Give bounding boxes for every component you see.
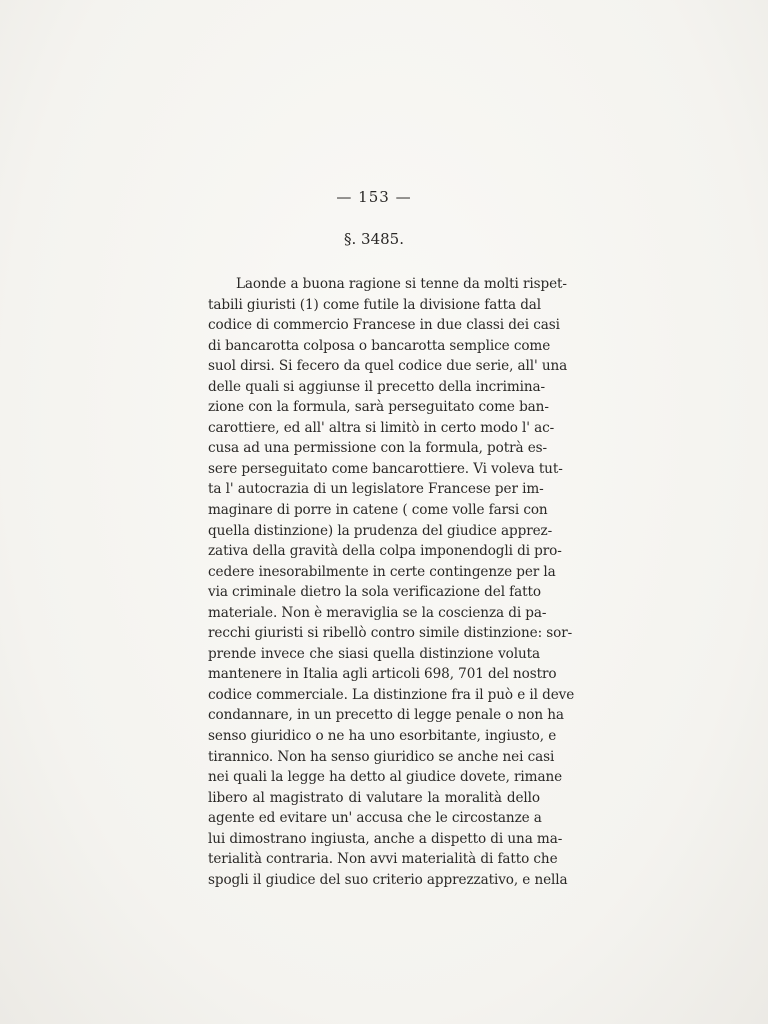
- text-line: zione con la formula, sarà perseguitato come ban-: [208, 399, 549, 416]
- text-line: libero al magistrato di valutare la moralità dello: [208, 789, 540, 806]
- text-line: via criminale dietro la sola verificazione del fatto: [208, 584, 541, 601]
- text-line: di bancarotta colposa o bancarotta semplice come: [208, 337, 551, 354]
- text-line: spogli il giudice del suo criterio apprezzativo, e nella: [208, 871, 568, 888]
- text-line: cusa ad una permissione con la formula, potrà es-: [208, 440, 548, 457]
- text-line: tabili giuristi (1) come futile la divisione fatta dal: [208, 296, 542, 313]
- text-block: [208, 186, 575, 890]
- text-line: maginare di porre in catene ( come volle farsi con: [208, 502, 548, 519]
- text-line: materiale. Non è meraviglia se la coscienza di pa-: [208, 604, 547, 621]
- text-line: senso giuridico o ne ha uno esorbitante, ingiusto, e: [208, 728, 557, 745]
- text-line: suol dirsi. Si fecero da quel codice due serie, all' una: [208, 358, 568, 375]
- text-line: condannare, in un precetto di legge penale o non ha: [208, 707, 564, 724]
- text-line: carottiere, ed all' altra si limitò in certo modo l' ac-: [208, 419, 555, 436]
- text-line: nei quali la legge ha detto al giudice dovete, rimane: [208, 769, 563, 786]
- text-line: cedere inesorabilmente in certe contingenze per la: [208, 563, 556, 580]
- text-line: ta l' autocrazia di un legislatore Francese per im-: [208, 481, 544, 498]
- text-line: codice commerciale. La distinzione fra il può e il deve: [208, 686, 575, 703]
- body-paragraph: [208, 274, 575, 890]
- text-line: lui dimostrano ingiusta, anche a dispetto di una ma-: [208, 830, 563, 847]
- text-line: codice di commercio Francese in due classi dei casi: [208, 317, 560, 334]
- text-line: Laonde a buona ragione si tenne da molti rispet-: [236, 276, 567, 292]
- text-line: mantenere in Italia agli articoli 698, 701 del nostro: [208, 666, 557, 683]
- text-line: zativa della gravità della colpa imponendogli di pro-: [208, 543, 562, 560]
- section-heading: §. 3485.: [344, 230, 404, 248]
- text-line: terialità contraria. Non avvi materialità di fatto che: [208, 851, 558, 868]
- text-line: tirannico. Non ha senso giuridico se anche nei casi: [208, 748, 555, 765]
- text-line: recchi giuristi si ribellò contro simile distinzione: sor-: [208, 625, 573, 642]
- page-number: — 153 —: [336, 188, 412, 206]
- text-line: agente ed evitare un' accusa che le circostanze a: [208, 810, 542, 827]
- text-line: delle quali si aggiunse il precetto della incrimina-: [208, 378, 546, 395]
- text-line: sere perseguitato come bancarottiere. Vi voleva tut-: [208, 460, 563, 477]
- text-line: prende invece che siasi quella distinzione voluta: [208, 645, 540, 662]
- text-line: quella distinzione) la prudenza del giudice apprez-: [208, 522, 553, 539]
